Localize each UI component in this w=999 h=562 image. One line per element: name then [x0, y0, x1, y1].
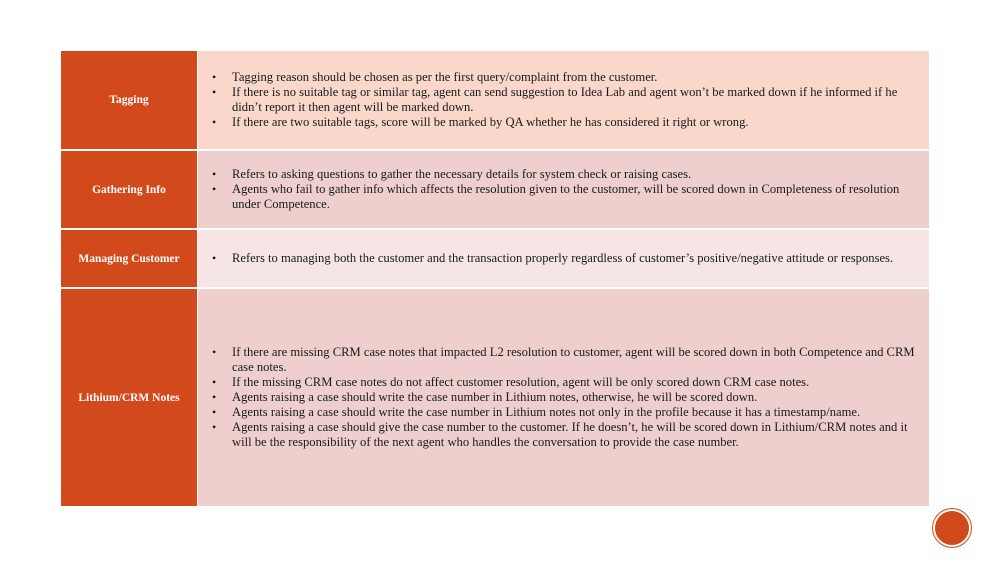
bullet-list — [198, 70, 929, 130]
list-item: • Agents raising a case should write the case number in Lithium notes, otherwise, he will be scored down. — [206, 390, 921, 405]
row-label-tagging: Tagging — [61, 51, 198, 150]
corner-logo-icon — [935, 511, 969, 545]
list-item: • Refers to asking questions to gather the necessary details for system check or raising cases. — [206, 167, 921, 182]
list-item: • Agents who fail to gather info which affects the resolution given to the customer, will be scored down in Completeness of resolution under Competence. — [206, 182, 921, 212]
row-content-gathering-info — [198, 150, 930, 229]
bullet-list — [198, 345, 929, 450]
row-content-tagging — [198, 51, 930, 150]
table-row-managing-customer — [61, 229, 929, 288]
row-content-lithium-crm-notes — [198, 288, 930, 506]
row-label-managing-customer: Managing Customer — [61, 229, 198, 288]
bullet-list — [198, 167, 929, 212]
list-item: • Agents raising a case should give the case number to the customer. If he doesn’t, he will be scored down in Lithium/CRM notes and it will be the responsibility of the next agent who handles the conversation to provide the case number. — [206, 420, 921, 450]
list-item: • If there are two suitable tags, score will be marked by QA whether he has considered it right or wrong. — [206, 115, 921, 130]
list-item: • If the missing CRM case notes do not affect customer resolution, agent will be only scored down CRM case notes. — [206, 375, 921, 390]
list-item: • If there are missing CRM case notes that impacted L2 resolution to customer, agent will be scored down in both Competence and CRM case notes. — [206, 345, 921, 375]
list-item: • Tagging reason should be chosen as per the first query/complaint from the customer. — [206, 70, 921, 85]
table-row-gathering-info — [61, 150, 929, 229]
list-item: • Refers to managing both the customer and the transaction properly regardless of customer’s positive/negative attitude or responses. — [206, 251, 921, 266]
row-label-gathering-info: Gathering Info — [61, 150, 198, 229]
table-row-tagging — [61, 51, 929, 150]
criteria-table — [61, 51, 929, 506]
list-item: • Agents raising a case should write the case number in Lithium notes not only in the profile because it has a timestamp/name. — [206, 405, 921, 420]
row-label-lithium-crm-notes: Lithium/CRM Notes — [61, 288, 198, 506]
bullet-list — [198, 251, 929, 266]
list-item: • If there is no suitable tag or similar tag, agent can send suggestion to Idea Lab and agent won’t be marked down if he informed if he didn’t report it then agent will be marked down. — [206, 85, 921, 115]
row-content-managing-customer — [198, 229, 930, 288]
table-row-lithium-crm-notes — [61, 288, 929, 506]
